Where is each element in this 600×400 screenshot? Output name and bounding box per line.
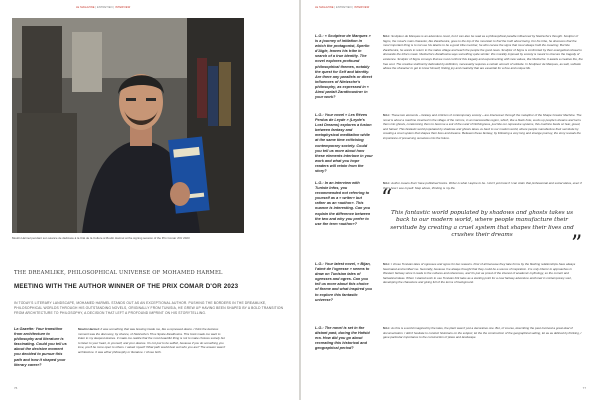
folio-right: 77 [582, 386, 586, 390]
running-head-left: LE MAGAZINE | ENTRETIEN | INTERVIEW [76, 6, 131, 9]
article-lead: IN TODAY'S LITERARY LANDSCAPE, MOHAMED HARMEL STANDS OUT AS AN EXCEPTIONAL AUTHOR. PUSHING THE BORDERS IN THE DREAMLIKE, PHILOSOPHICAL WORLDS THROUGH HIS OUTSTANDING NOVELS, ORIGINALLY FROM TUNISIA, HE GREW UP HAVING BEEN SHAPED BY A BOLD TRANSITION FROM ARCHITECTURE TO PHILOSOPHY, A DECISION THAT LEFT A PROFOUND IMPRINT ON HIS STORYTELLING. [14, 301, 284, 315]
running-head-section: LE MAGAZINE [76, 6, 95, 9]
left-page [0, 0, 299, 400]
answer-3: M.H.: These two elements – fantasy and criticism of contemporary society – are interwoven through the metaphor of the Shape Creator Machine. The novel is about a machine invented in the village of the mirrors, in an inaccessible region, which, like a black hole, sucks up people's dreams and turns them into ghosts, condemning them to become a suit of the Land of Nothingness, just like our repressive systems, this machine feeds on fear, greed, and hatred. This fantastic world populated by shadows and ghosts takes us back to our modern world, where people manufacture their servitude by creating a cruel system that shapes their lives and dreams. Between these fantasy, by following a very long and strange journey, the story reveals the importance of preserving ourselves into the future. [383, 113, 582, 140]
answer-6: M.H.: As this is a world imagined by the tales, the plant wasn't just a decorative one. But, of course, describing the past involved a great deal of documentation. I didn't hesitate to conduct historians on the subject, let the the construction of the geographical setting, let as as defined by thinking, I gave particular importance to the construction of place and landscape. [383, 326, 582, 340]
folio-left: 76 [14, 386, 18, 390]
article-subtitle: THE DREAMLIKE, PHILOSOPHICAL UNIVERSE OF MOHAMED HARMEL [14, 270, 223, 276]
question-1: La Gazette: Your transition from architecture to philosophy and literature is fascinating. Could you tell us about the decisive moment you decided to pursue this path and how it shaped your literary career? [14, 327, 67, 367]
running-head-right: LE MAGAZINE | ENTRETIEN | INTERVIEW [315, 6, 370, 9]
close-quote-icon: ” [571, 232, 583, 257]
author-photo [12, 18, 244, 233]
answer-speaker: Moulin Harmel: [78, 327, 100, 331]
answer-5: M.H.: I chose Tunisian tales of ogresses and ogres for two reasons. First of all because they take forms by the fleshing relationships have always fascinated and terrified me. Secondly, because I've always thought that they could be a source of inspiration. It is only inferior to approaches in Western fantasy since it reads to the cultures and references, and it's just as proud of the interest of academic mythology, so the current and fantastical ideas. When I started work to use Tunisian folk tales as a starting point for a new fantasy adventure anchored in contemporary soul, developing the characters and giving full of the terms of background. [383, 262, 576, 285]
answer-2: M.H.: Sculpteur de Marques is an adventure novel, but it can also be read as a philosophical parable influenced by Nietzsche's thought. Sculptor of Signs, the novel's main character, like Zarathustra, goes to the top of the mountain to find the truth about being. For his tribe, he discovers that the most important thing is to not use his talents to be a good tribe member, he who carves the signs that must always hold the meaning. But like Zarathustra, he wants to return to the native village and teach the people the good news. Sculptor of Signs is confronted by their evangelical refusal to dismantle the tribe's mask. Nietzsche's Zarathustra says something quite similar: this morality imposed by society is meant to obscure the tragedy of existence. Sculptor of Signs conveys that we must confront this tragedy and experimenting with new values, like Nietzsche. It awaits a creative fire, the free soul. The creative stubbornly defended by definition, necessarily requires a certain amount of solitude. In Sculpteur de Marques, as well, solitude allows the character to get to know himself, finding joy and creativity that are essential for a free and unique life. [383, 34, 583, 71]
question-3: L.G.: Your novel « Les Rêves Perdus de Leyde » (Leyde's Lost Dreams) explores a fusion between fantasy and metaphysical meditation while at the same time criticising contemporary society. Could you tell us more about how these elements interlace in your work and what you hope readers will retain from the story? [315, 113, 373, 174]
answer-text: It was something that was brewing inside me, like a repressed desire. I think the decisive moment was the discovery, by chance, of Nietzsche's Thus Spoke Zarathustra. This book made me want to listen to my deepest desires. It made me realize that the most beautiful thing is not to make choices society but to listen to your heart, to yourself, and your desires. It's not just to be selfish, because if you do something you love, you'll be more open to others. I asked myself: What path would best suit who you are? The answer wasn't architecture. It was either philosophy or literature. I chose both. [78, 327, 226, 354]
photo-caption: Moulin Harmel pendant son séance de dédicace à la Cité de la Culture à Moulin Harmel at the signing session of the Prix Comar d'Or 2023 [12, 236, 190, 240]
article-headline: MEETING WITH THE AUTHOR WINNER OF THE PRIX COMAR D'OR 2023 [14, 283, 239, 290]
answer-4: M.H.: Author means that I have published books. Writer is what I aspire to be. I don't yet know if I can claim that professional and social status, even if that's how I see myself. Step above, thinking is my life. [383, 181, 582, 190]
pull-quote: This fantastic world populated by shadows and ghosts takes us back to our modern world, where people manufacture their servitude by creating a cruel system that shapes their lives and crushes their dreams [390, 210, 574, 238]
question-2: L.G.: « Sculpteur de Marques » is a journey of initiation in which the protagonist, Sperlin d'Aigle, leaves his tribe in search of a true identity. The novel explores profound philosophical themes, notably the quest for Self and Identity. Are there any parallels or direct influences of Nietzsche's philosophy, as expressed in « Ainsi parlait Zarathoustra» in your work? [315, 34, 372, 100]
photo-illustration [12, 18, 244, 233]
open-quote-icon: “ [381, 186, 393, 211]
question-5: L.G.: Your latest novel, « Bijan, l'aimé de l'ogresse » seems to draw on Tunisian tales of ogresses and ogres. Can you tell us more about this choice of theme and what inspired you to explore this fantastic universe? [315, 262, 372, 302]
right-page [301, 0, 600, 400]
question-6: L.G.: The novel is set in the distant past, during the Hafsid era. How did you go about recreating this historical and geographical period? [315, 326, 370, 351]
question-4: L.G.: In an interview with Tunisie Infos, you recommended not referring to yourself as a « writer» but rather as an «author». This nuance is interesting. Can you explain the difference between the two and why you prefer to use the term «author»? [315, 181, 371, 226]
answer-1 [78, 327, 228, 355]
